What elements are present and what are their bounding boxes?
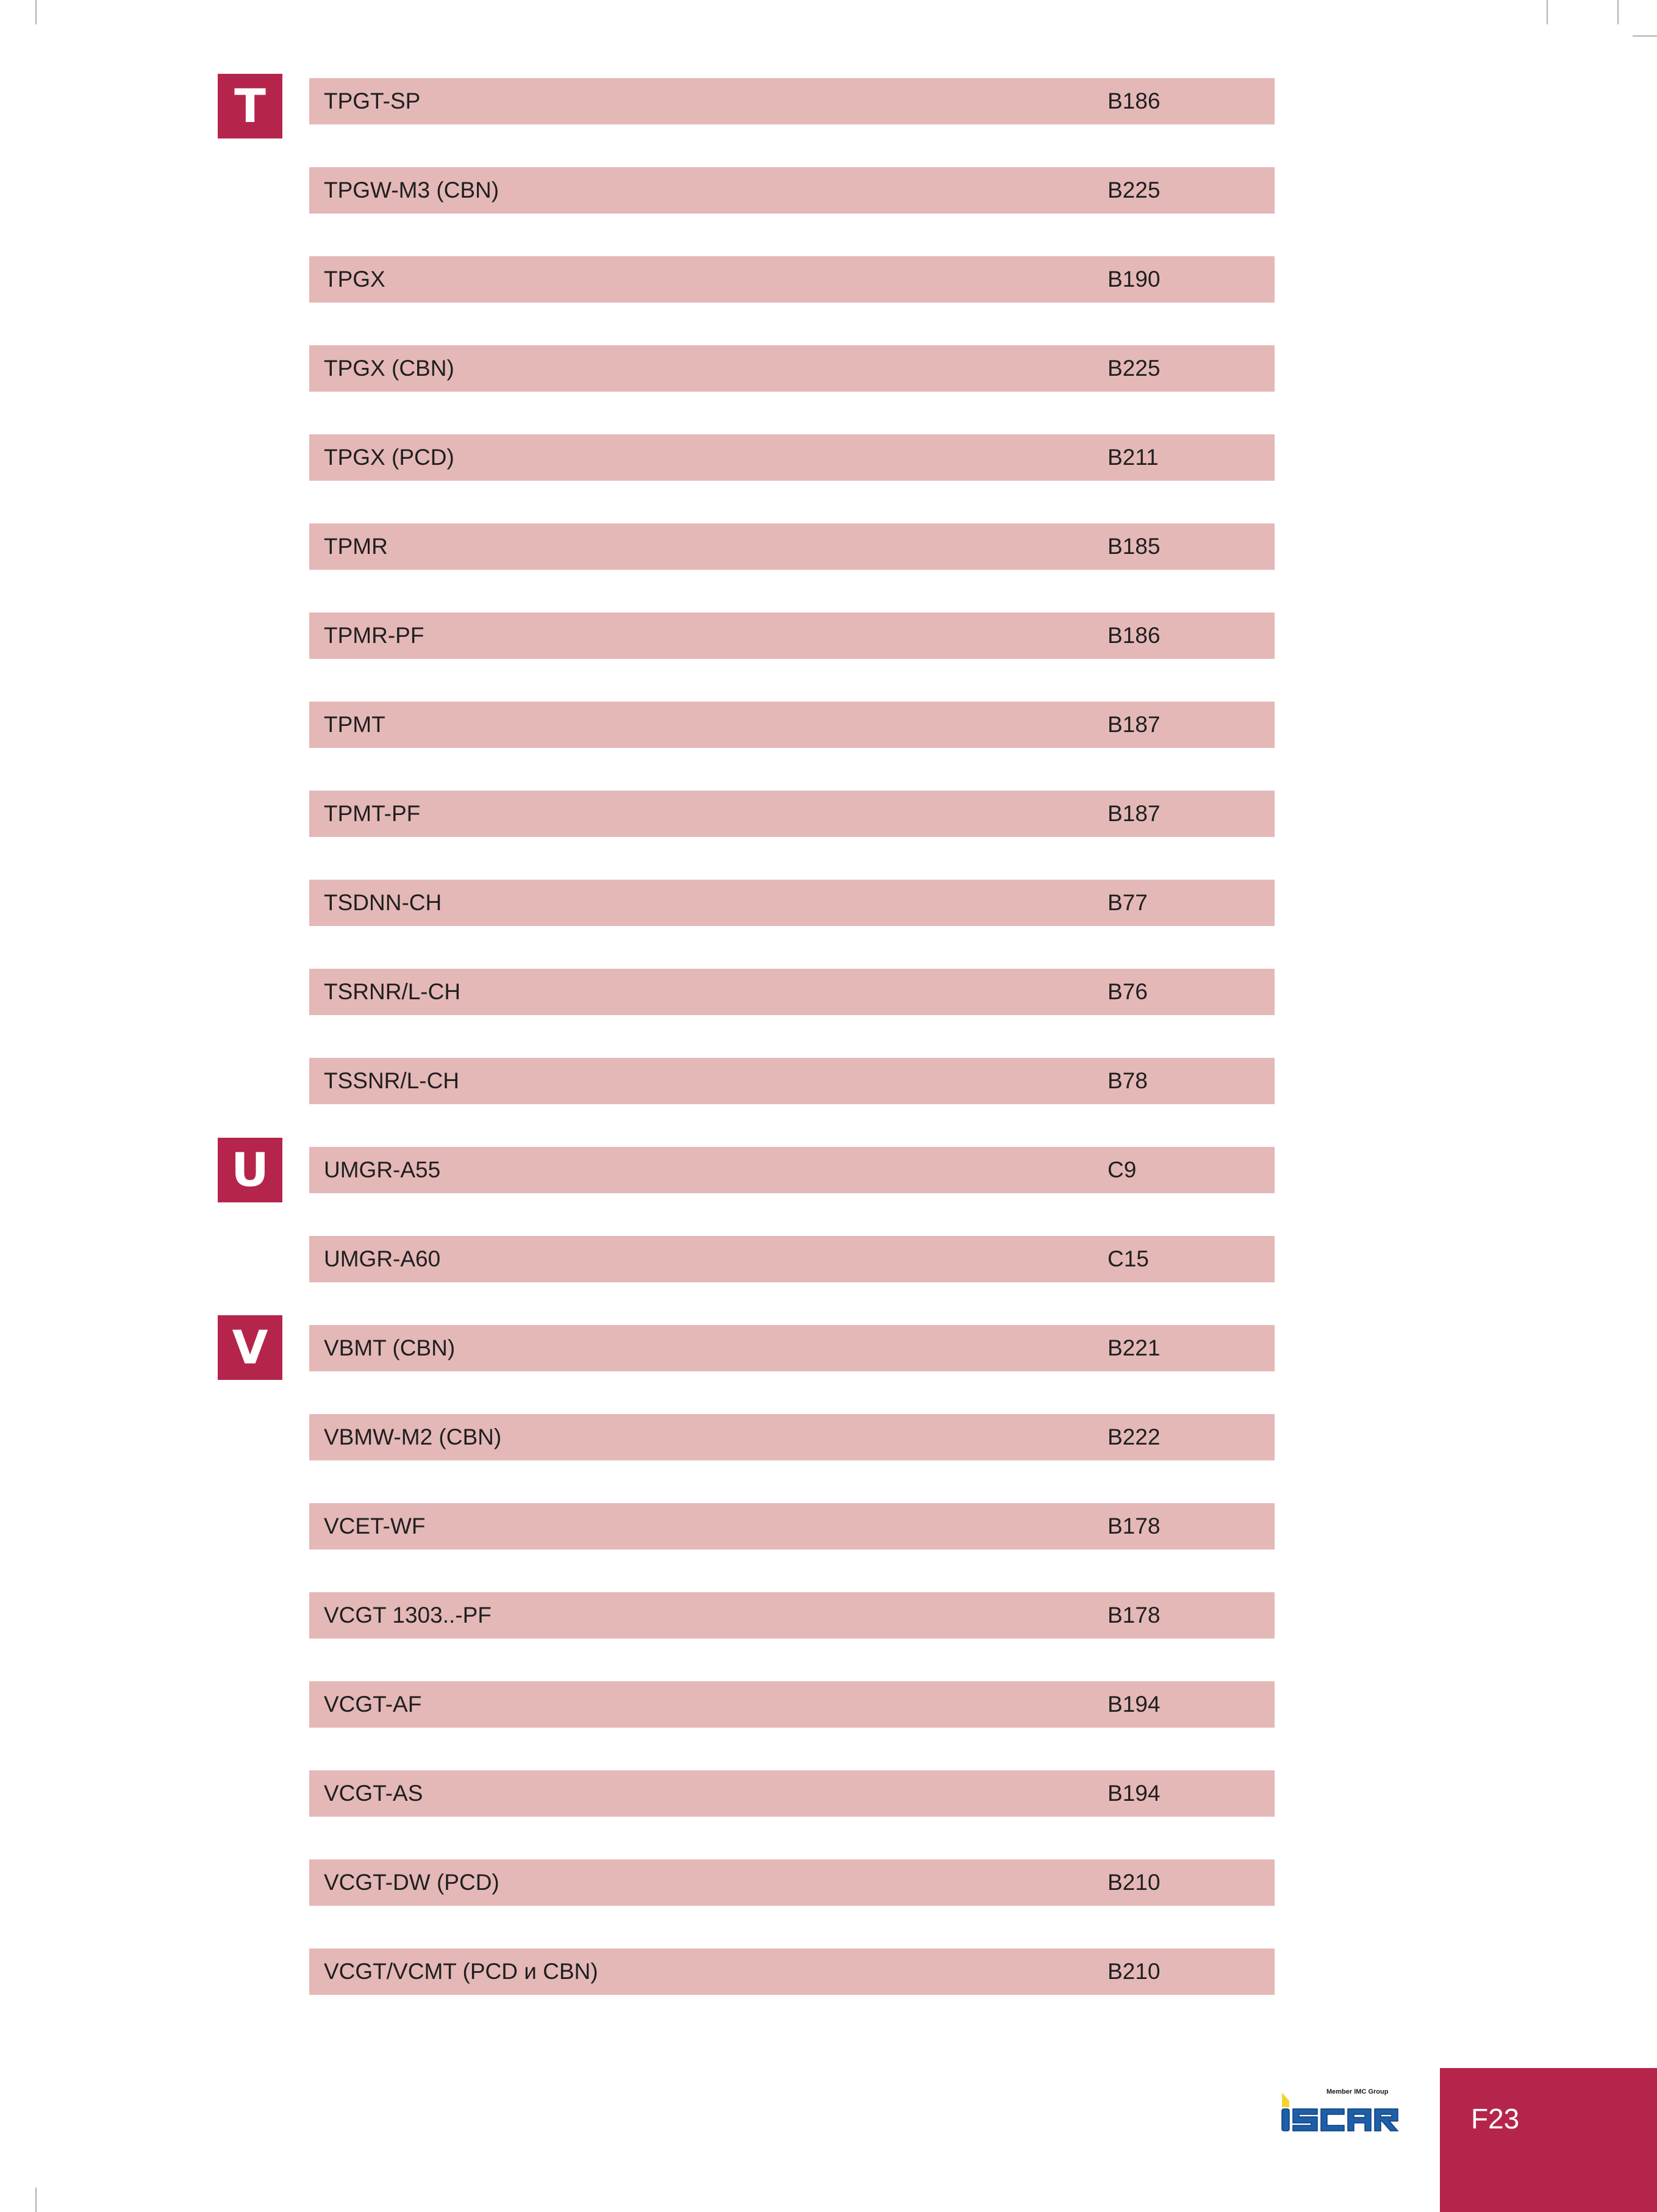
page-reference: B187 [1108, 801, 1161, 826]
index-row [309, 1236, 1275, 1282]
index-row [309, 969, 1275, 1015]
crop-mark [35, 2188, 37, 2212]
insert-code: VBMW-M2 (CBN) [324, 1424, 502, 1449]
insert-code: TPGX (PCD) [324, 445, 454, 470]
insert-code: TPGW-M3 (CBN) [324, 178, 499, 203]
index-row [309, 1770, 1275, 1817]
insert-code: TPMR [324, 534, 388, 559]
index-row [309, 880, 1275, 926]
page-reference: C9 [1108, 1157, 1137, 1182]
page-reference: B186 [1108, 623, 1161, 648]
insert-code: TPGX (CBN) [324, 356, 454, 381]
insert-code: VCGT-AS [324, 1781, 423, 1806]
page-reference: B76 [1108, 979, 1148, 1004]
index-row [309, 167, 1275, 214]
insert-code: TSSNR/L-CH [324, 1068, 460, 1093]
page-reference: B221 [1108, 1335, 1161, 1360]
insert-code: VBMT (CBN) [324, 1335, 456, 1360]
page-reference: B185 [1108, 534, 1161, 559]
page-number: F23 [1471, 2103, 1520, 2135]
index-row [309, 1681, 1275, 1728]
page-reference: B187 [1108, 712, 1161, 737]
logo-letterforms [1282, 2109, 1398, 2131]
insert-code: TSRNR/L-CH [324, 979, 461, 1004]
index-row [309, 1948, 1275, 1995]
page-reference: B225 [1108, 356, 1161, 381]
insert-code: TPGT-SP [324, 88, 421, 113]
page-reference: B178 [1108, 1514, 1161, 1539]
index-row [309, 78, 1275, 124]
page-reference: B77 [1108, 890, 1148, 915]
insert-code: VCET-WF [324, 1514, 426, 1539]
index-row [309, 1592, 1275, 1639]
page-reference: B210 [1108, 1959, 1161, 1984]
page-reference: B190 [1108, 267, 1161, 292]
index-row [309, 256, 1275, 303]
page-reference: B78 [1108, 1068, 1148, 1093]
page-reference: B186 [1108, 88, 1161, 113]
index-row [309, 1414, 1275, 1460]
index-row [309, 791, 1275, 837]
index-row [309, 523, 1275, 570]
insert-code: TSDNN-CH [324, 890, 442, 915]
iscar-logo-graphic [1281, 2086, 1406, 2135]
insert-code: VCGT-DW (PCD) [324, 1870, 499, 1895]
page-reference: B194 [1108, 1692, 1161, 1717]
index-row [309, 434, 1275, 481]
page-reference: B210 [1108, 1870, 1161, 1895]
index-row [309, 1859, 1275, 1906]
index-row [309, 702, 1275, 748]
insert-code: TPMT [324, 712, 385, 737]
insert-code: UMGR-A55 [324, 1157, 441, 1182]
insert-code: VCGT 1303..-PF [324, 1603, 492, 1628]
page-reference: B178 [1108, 1603, 1161, 1628]
page-reference: C15 [1108, 1246, 1149, 1271]
iscar-logo [1281, 2086, 1406, 2135]
page-reference: B211 [1108, 445, 1159, 470]
index-row [309, 1058, 1275, 1104]
page-reference: B225 [1108, 178, 1161, 203]
page-reference: B222 [1108, 1424, 1161, 1449]
index-row [309, 345, 1275, 392]
index-row [309, 1503, 1275, 1549]
index-row [309, 1325, 1275, 1371]
insert-code: UMGR-A60 [324, 1246, 441, 1271]
page-reference: B194 [1108, 1781, 1161, 1806]
page-number-box [1440, 2068, 1657, 2212]
logo-yellow-accent [1282, 2092, 1289, 2107]
logo-tagline: Member IMC Group [1326, 2088, 1389, 2095]
insert-code: VCGT/VCMT (PCD и CBN) [324, 1959, 598, 1984]
index-row [309, 1147, 1275, 1193]
section-letter-t: T [218, 74, 282, 138]
insert-code: TPMT-PF [324, 801, 421, 826]
section-letter-u: U [218, 1138, 282, 1202]
section-letter-v: V [218, 1315, 282, 1380]
insert-code: TPGX [324, 267, 385, 292]
insert-code: TPMR-PF [324, 623, 424, 648]
insert-code: VCGT-AF [324, 1692, 422, 1717]
index-row [309, 612, 1275, 659]
